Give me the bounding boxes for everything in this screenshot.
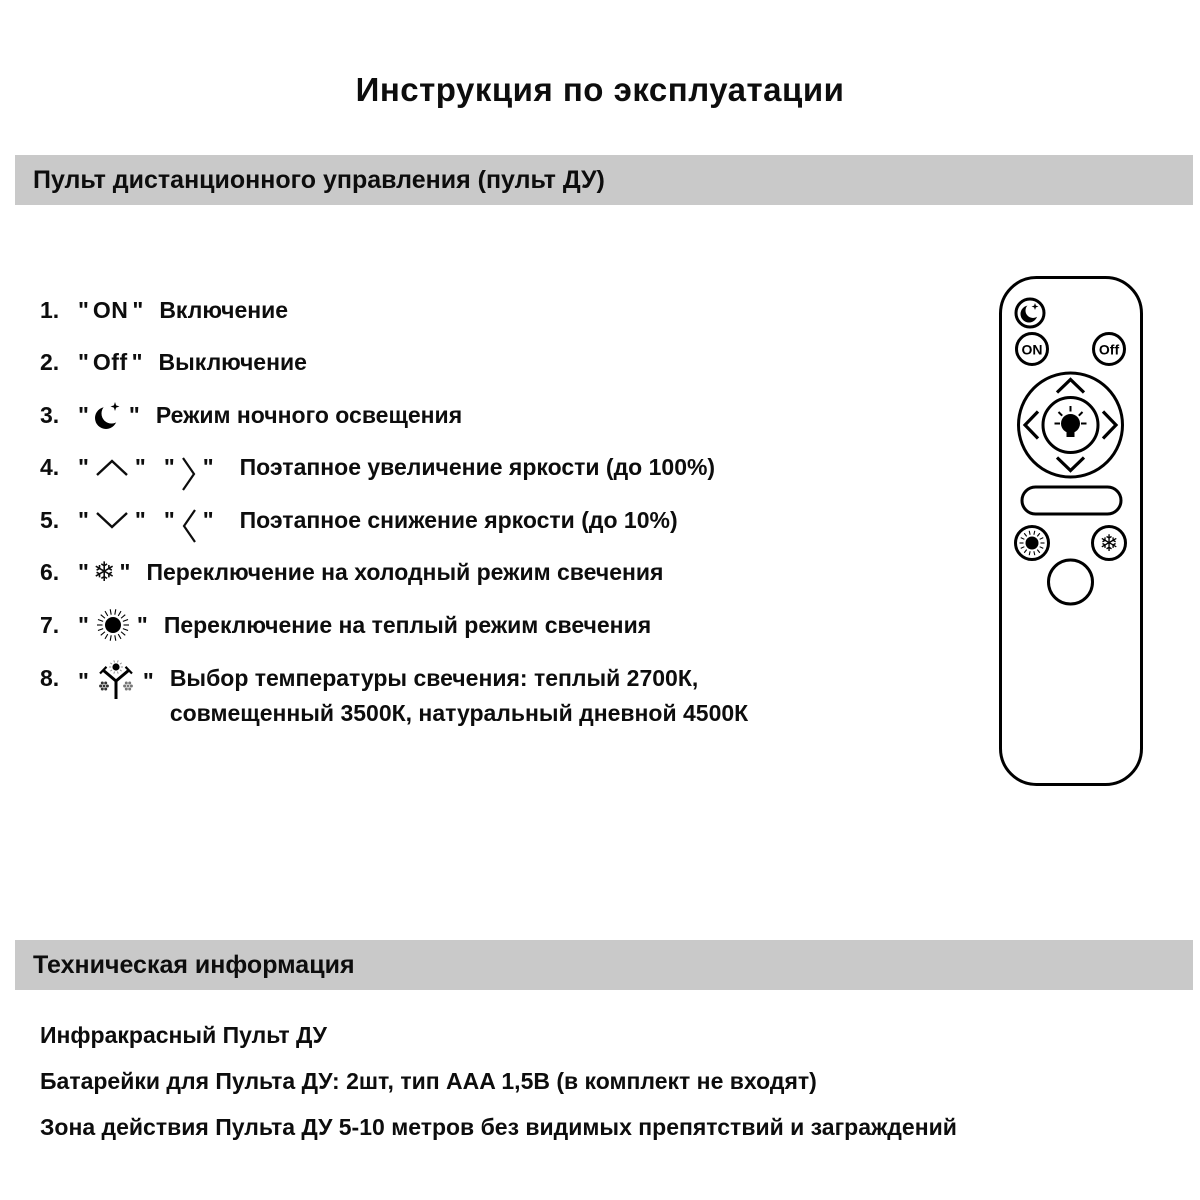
tech-info-line: Инфракрасный Пульт ДУ <box>40 1022 327 1048</box>
quote-mark: " <box>78 296 89 323</box>
quote-mark: " <box>202 454 214 480</box>
page-title: Инструкция по эксплуатации <box>355 71 845 108</box>
quote-mark: " <box>142 667 154 694</box>
remote-control-diagram <box>999 276 1143 791</box>
remote-buttons-list <box>40 290 748 740</box>
quoted-symbol <box>74 349 147 376</box>
item-description: Переключение на теплый режим свечения <box>163 611 652 638</box>
tech-info <box>40 1022 957 1160</box>
quote-mark: " <box>78 401 89 428</box>
quote-mark: " <box>78 667 89 694</box>
list-item <box>40 605 748 645</box>
item-description: Поэтапное увеличение яркости (до 100%) <box>239 454 716 480</box>
button-label: Off <box>92 349 128 375</box>
item-number: 3. <box>40 401 60 428</box>
remote-section-header-label: Пульт дистанционного управления (пульт ДУ) <box>33 165 605 194</box>
item-description: Поэтапное снижение яркости (до 10%) <box>239 506 678 533</box>
item-number: 1. <box>40 296 60 323</box>
chevron-up-icon <box>93 457 131 479</box>
quoted-symbol <box>74 605 152 645</box>
list-item <box>40 553 748 593</box>
item-number: 5. <box>40 506 60 533</box>
off-button-label: Off <box>1098 341 1120 358</box>
quoted-symbol <box>74 507 150 534</box>
item-number: 6. <box>40 559 60 585</box>
moon-icon <box>93 398 125 432</box>
on-button-label: ON <box>1021 341 1043 358</box>
button-label: ON <box>92 296 129 323</box>
list-item <box>40 290 748 330</box>
quote-mark: " <box>132 296 144 323</box>
item-description: Включение <box>159 296 289 323</box>
quote-mark: " <box>128 401 140 428</box>
list-item <box>40 448 748 488</box>
tech-section-header-label: Техническая информация <box>33 950 355 979</box>
chevron-down-icon <box>93 509 131 531</box>
snowflake-icon: ❄ <box>92 556 116 588</box>
item-description: Переключение на холодный режим свечения <box>146 559 664 585</box>
quoted-symbol <box>160 442 218 494</box>
quote-mark: " <box>78 559 89 585</box>
tech-info-line: Зона действия Пульта ДУ 5-10 метров без видимых препятствий и заграждений <box>40 1114 957 1140</box>
quote-mark: " <box>119 559 131 585</box>
item-number: 7. <box>40 611 60 638</box>
tech-info-line: Батарейки для Пульта ДУ: 2шт, тип AAA 1,5В (в комплект не входят) <box>40 1068 817 1094</box>
item-number: 4. <box>40 454 60 480</box>
warm-light-icon <box>93 605 133 645</box>
item-description: Выбор температуры свечения: теплый 2700К, совмещенный 3500К, натуральный дневной 4500К <box>169 664 749 726</box>
quote-mark: " <box>202 506 214 533</box>
color-temp-icon <box>93 660 139 704</box>
chevron-right-icon <box>179 442 199 494</box>
list-item <box>40 658 748 728</box>
quote-mark: " <box>78 611 89 638</box>
snowflake-icon: ❄ <box>1099 531 1119 557</box>
quoted-symbol <box>160 494 218 546</box>
quote-mark: " <box>78 349 89 375</box>
quote-mark: " <box>78 506 89 533</box>
quoted-symbol <box>74 297 147 324</box>
item-number: 2. <box>40 349 60 375</box>
quote-mark: " <box>163 506 175 533</box>
list-item <box>40 395 748 435</box>
quoted-symbol <box>74 658 158 704</box>
item-description: Выключение <box>158 349 307 375</box>
tech-section-header <box>15 940 1193 990</box>
quote-mark: " <box>136 611 148 638</box>
quoted-symbol <box>74 454 150 481</box>
quote-mark: " <box>134 454 146 480</box>
chevron-left-icon <box>179 494 199 546</box>
quoted-symbol <box>74 398 144 432</box>
quote-mark: " <box>131 349 143 375</box>
quote-mark: " <box>134 506 146 533</box>
item-number: 8. <box>40 664 60 691</box>
quote-mark: " <box>78 454 89 480</box>
list-item <box>40 500 748 540</box>
quote-mark: " <box>163 454 175 480</box>
list-item <box>40 343 748 383</box>
remote-section-header <box>15 155 1193 205</box>
quoted-symbol <box>74 556 134 588</box>
item-description: Режим ночного освещения <box>155 401 463 428</box>
